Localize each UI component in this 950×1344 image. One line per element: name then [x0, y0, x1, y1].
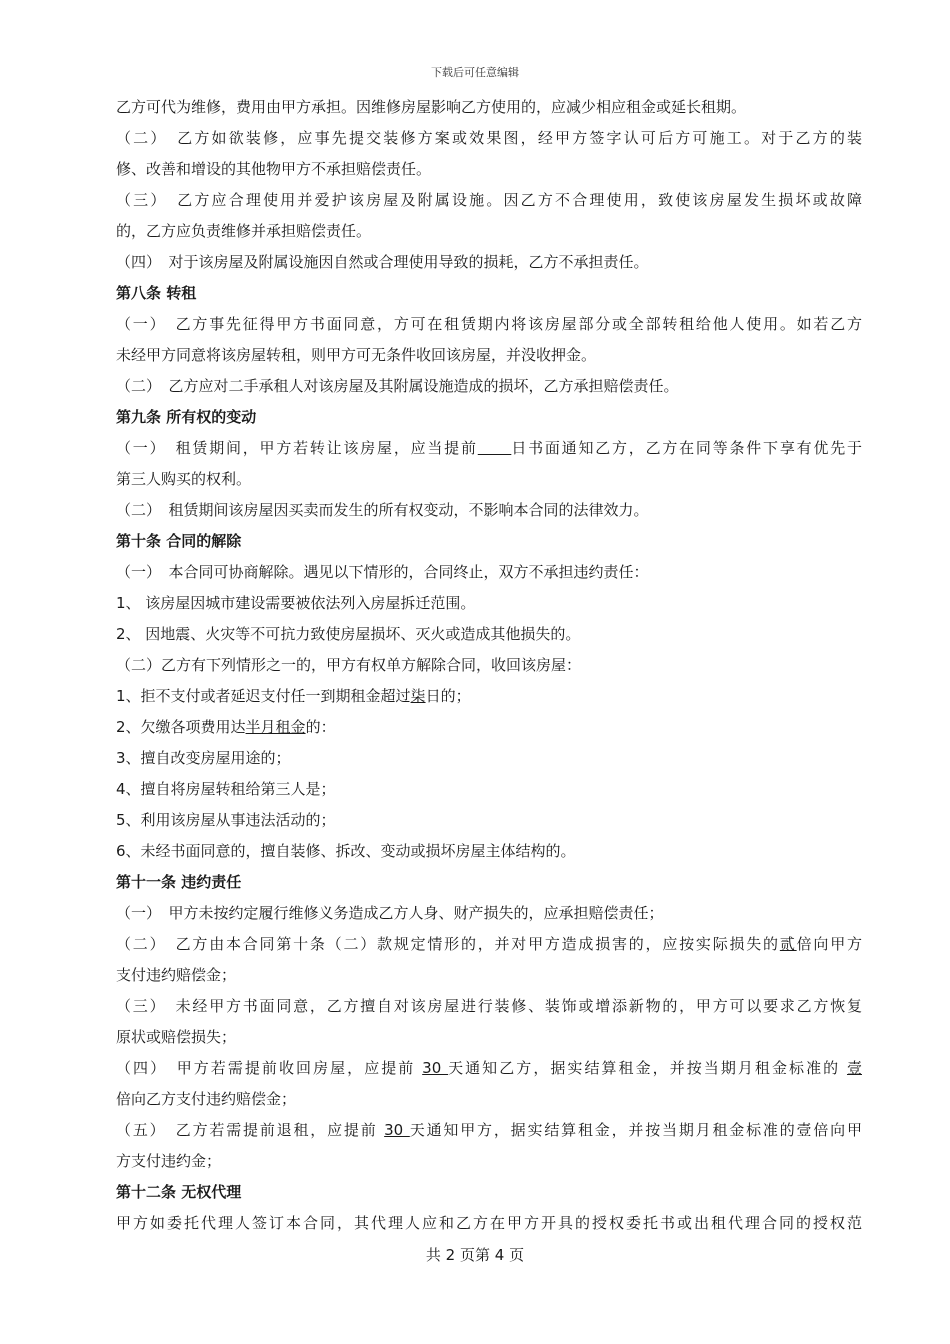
text-segment: （四） 甲方若需提前收回房屋，应提前 [116, 1059, 423, 1077]
paragraph-line: 修、改善和增设的其他物甲方不承担赔偿责任。 [116, 160, 432, 178]
page-footer: 共 2 页第 4 页 [425, 1246, 525, 1264]
paragraph-line: 的，乙方应负责维修并承担赔偿责任。 [116, 222, 372, 240]
paragraph-line: 第三人购买的权利。 [116, 470, 252, 488]
paragraph-line [116, 929, 862, 960]
paragraph-line: 支付违约赔偿金； [116, 966, 237, 984]
paragraph-line: （二） 租赁期间该房屋因买卖而发生的所有权变动，不影响本合同的法律效力。 [116, 501, 649, 519]
paragraph-line: （一） 甲方未按约定履行维修义务造成乙方人身、财产损失的，应承担赔偿责任； [116, 904, 664, 922]
filled-blank [478, 439, 512, 457]
text-segment: 的： [305, 718, 336, 736]
text-segment: 2、欠缴各项费用达 [116, 718, 246, 736]
paragraph-line: 3、擅自改变房屋用途的； [116, 749, 291, 767]
text-segment: 日书面通知乙方，乙方在同等条件下享有优先于 [511, 439, 862, 457]
text-segment: 1、拒不支付或者延迟支付任一到期租金超过 [116, 687, 411, 705]
section-heading: 第八条 转租 [116, 284, 197, 302]
section-heading: 第十条 合同的解除 [116, 532, 242, 550]
paragraph-line: 2、 因地震、火灾等不可抗力致使房屋损坏、灭火或造成其他损失的。 [116, 625, 581, 643]
filled-blank: 柒 [410, 687, 426, 705]
paragraph-line [116, 1115, 862, 1146]
paragraph-line: 方支付违约金； [116, 1152, 222, 1170]
section-heading: 第九条 所有权的变动 [116, 408, 257, 426]
paragraph-line: （四） 对于该房屋及附属设施因自然或合理使用导致的损耗，乙方不承担责任。 [116, 253, 649, 271]
paragraph-line: （二） 乙方如欲装修，应事先提交装修方案或效果图，经甲方签字认可后方可施工。对于乙方的装 [116, 129, 862, 147]
text-segment: 天通知乙方，据实结算租金，并按当期月租金标准的 [448, 1059, 847, 1077]
text-segment: （五） 乙方若需提前退租，应提前 [116, 1121, 385, 1139]
section-heading: 第十一条 违约责任 [116, 873, 242, 891]
paragraph-line: 1、 该房屋因城市建设需要被依法列入房屋拆迁范围。 [116, 594, 476, 612]
paragraph-line [116, 1053, 862, 1084]
document-body [116, 92, 862, 1239]
text-segment: （二） 乙方由本合同第十条（二）款规定情形的，并对甲方造成损害的，应按实际损失的 [116, 935, 780, 953]
paragraph-line: （一） 本合同可协商解除。遇见以下情形的，合同终止，双方不承担违约责任： [116, 563, 649, 581]
paragraph-line: （一） 乙方事先征得甲方书面同意，方可在租赁期内将该房屋部分或全部转租给他人使用。如若乙方 [116, 315, 862, 333]
paragraph-line [116, 433, 862, 464]
paragraph-line: （二）乙方有下列情形之一的，甲方有权单方解除合同，收回该房屋： [116, 656, 582, 674]
paragraph-line: （三） 乙方应合理使用并爱护该房屋及附属设施。因乙方不合理使用，致使该房屋发生损坏或故障 [116, 191, 862, 209]
paragraph-line: 4、擅自将房屋转租给第三人是； [116, 780, 336, 798]
paragraph-line: 原状或赔偿损失； [116, 1028, 237, 1046]
filled-blank: 半月租金 [245, 718, 306, 736]
filled-blank: 30 [422, 1059, 449, 1077]
filled-blank: 壹 [846, 1059, 862, 1077]
text-segment: （一） 租赁期间，甲方若转让该房屋，应当提前 [116, 439, 478, 457]
filled-blank: 贰 [779, 935, 797, 953]
text-segment: 天通知甲方，据实结算租金，并按当期月租金标准的壹倍向甲 [409, 1121, 862, 1139]
paragraph-line: 甲方如委托代理人签订本合同，其代理人应和乙方在甲方开具的授权委托书或出租代理合同的授权范 [116, 1214, 862, 1232]
paragraph-line: （三） 未经甲方书面同意，乙方擅自对该房屋进行装修、装饰或增添新物的，甲方可以要求乙方恢复 [116, 997, 862, 1015]
paragraph-line: 5、利用该房屋从事违法活动的； [116, 811, 336, 829]
paragraph-line [116, 712, 862, 743]
paragraph-line: （二） 乙方应对二手承租人对该房屋及其附属设施造成的损坏，乙方承担赔偿责任。 [116, 377, 679, 395]
paragraph-line: 乙方可代为维修，费用由甲方承担。因维修房屋影响乙方使用的，应减少相应租金或延长租期。 [116, 98, 747, 116]
page-header: 下载后可任意编辑 [431, 66, 519, 79]
filled-blank: 30 [384, 1121, 410, 1139]
paragraph-line: 6、未经书面同意的，擅自装修、拆改、变动或损坏房屋主体结构的。 [116, 842, 576, 860]
paragraph-line [116, 681, 862, 712]
section-heading: 第十二条 无权代理 [116, 1183, 242, 1201]
paragraph-line: 未经甲方同意将该房屋转租，则甲方可无条件收回该房屋，并没收押金。 [116, 346, 597, 364]
text-segment: 日的； [425, 687, 471, 705]
paragraph-line: 倍向乙方支付违约赔偿金； [116, 1090, 297, 1108]
text-segment: 倍向甲方 [796, 935, 862, 953]
